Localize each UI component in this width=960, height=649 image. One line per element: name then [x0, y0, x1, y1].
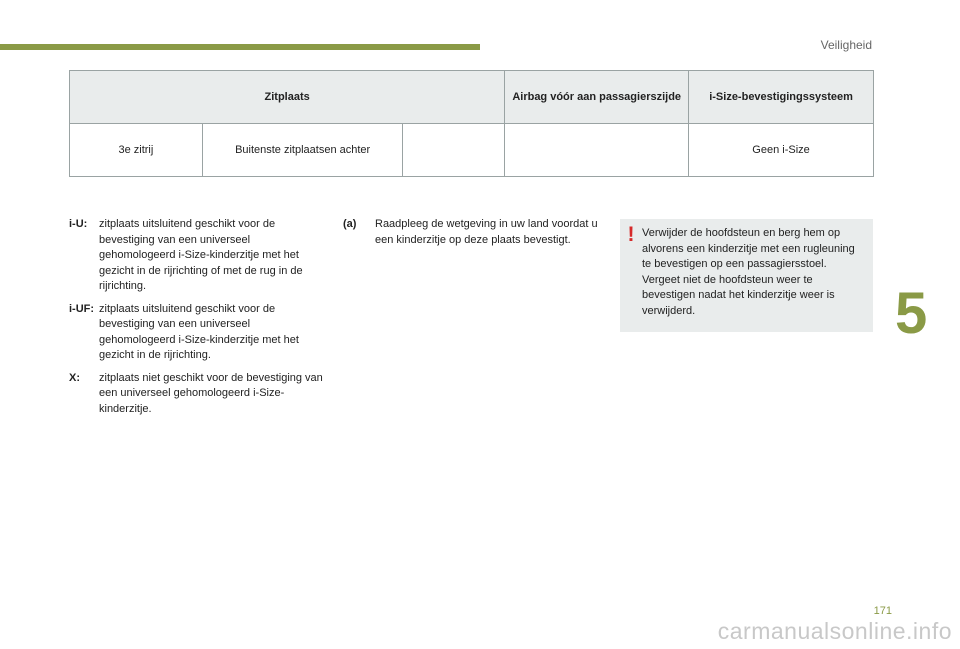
warning-text: Verwijder de hoofdsteun en berg hem op alvorens een kinderzitje met een rugleuning te bevestigen op een passagiersstoel. Vergeet niet de hoofdsteun weer te bevestigen nadat het kinderzitje weer is verwijderd. [642, 227, 855, 317]
cell-row: 3e zitrij [70, 124, 203, 177]
seat-compatibility-table [69, 70, 874, 177]
cell-airbag [505, 124, 689, 177]
legend-item [69, 217, 327, 295]
legend-item [69, 302, 327, 364]
header-seat: Zitplaats [70, 71, 505, 124]
exclamation-icon: ! [627, 223, 635, 246]
cell-empty [403, 124, 505, 177]
header-isize: i-Size-bevestigingssysteem [689, 71, 874, 124]
watermark: carmanualsonline.info [717, 618, 952, 644]
section-title: Veiligheid [820, 38, 872, 52]
page-number: 171 [873, 605, 892, 617]
legend-text: zitplaats uitsluitend geschikt voor de bevestiging van een universeel gehomologeerd i-Size-kinderzitje met het gezicht in de rijrichting of met de rug in de rijrichting. [99, 218, 303, 292]
warning-box [620, 219, 873, 332]
header-airbag: Airbag vóór aan passagierszijde [505, 71, 689, 124]
chapter-number: 5 [895, 281, 928, 346]
footnote-text: Raadpleeg de wetgeving in uw land voordat u een kinderzitje op deze plaats bevestigt. [375, 218, 598, 246]
table-header-row [70, 71, 874, 124]
legend-key: i-UF: [69, 302, 95, 315]
legend-item [69, 371, 327, 418]
footnote [343, 217, 603, 248]
legend-text: zitplaats uitsluitend geschikt voor de bevestiging van een universeel gehomologeerd i-Size-kinderzitje met het gezicht in de rijrichting. [99, 302, 299, 361]
cell-isize: Geen i-Size [689, 124, 874, 177]
cell-position: Buitenste zitplaatsen achter [202, 124, 403, 177]
legend-text: zitplaats niet geschikt voor de bevestiging van een universeel gehomologeerd i-Size-kinderzitje. [99, 371, 323, 415]
header-accent-bar [0, 44, 480, 50]
legend-key: X: [69, 371, 80, 384]
legend [69, 217, 327, 424]
footnote-key: (a) [343, 218, 357, 230]
table-row [70, 124, 874, 177]
legend-key: i-U: [69, 218, 88, 230]
